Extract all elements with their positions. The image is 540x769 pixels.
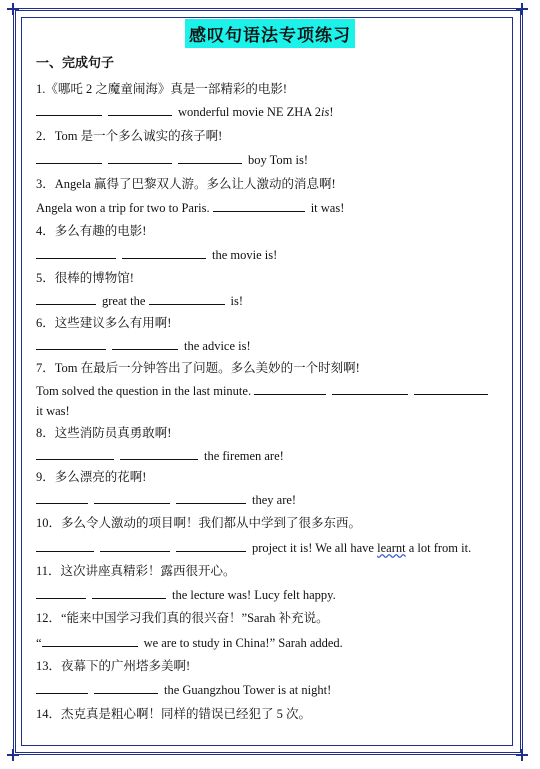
question-10-prompt: 10．多么令人激动的项目啊！我们都从中学到了很多东西。 [36,516,362,530]
corner-mark [516,749,528,761]
question-6-prompt: 6．这些建议多么有用啊! [36,316,172,330]
question-5-prompt: 5．很棒的博物馆! [36,271,134,285]
question-7-prompt: 7．Tom 在最后一分钟答出了问题。多么美妙的一个时刻啊! [36,361,360,375]
answer-blank[interactable] [36,104,102,116]
question-6-answer: the advice is! [36,338,251,354]
question-9-prompt: 9．多么漂亮的花啊! [36,470,147,484]
question-13-prompt: 13．夜幕下的广州塔多美啊! [36,659,191,673]
answer-blank[interactable] [176,492,246,504]
answer-blank[interactable] [120,448,198,460]
answer-blank[interactable] [36,682,88,694]
answer-blank[interactable] [414,383,488,395]
question-3-prompt: 3．Angela 赢得了巴黎双人游。多么让人激动的消息啊! [36,177,336,191]
answer-blank[interactable] [149,293,225,305]
answer-blank[interactable] [108,152,172,164]
answer-blank[interactable] [178,152,242,164]
answer-blank[interactable] [36,293,96,305]
page-title: 感叹句语法专项练习 [185,19,355,48]
question-10-answer: project it is! We all have learnt a lot from it. [36,540,471,556]
answer-blank[interactable] [254,383,326,395]
question-4-prompt: 4．多么有趣的电影! [36,224,147,238]
answer-blank[interactable] [332,383,408,395]
question-4-answer: the movie is! [36,247,277,263]
corner-mark [7,3,19,15]
corner-mark [516,3,528,15]
answer-blank[interactable] [213,200,305,212]
answer-blank[interactable] [36,247,116,259]
question-11-prompt: 11．这次讲座真精彩！露西很开心。 [36,564,236,578]
question-7-answer-end: it was! [36,404,70,418]
question-8-prompt: 8．这些消防员真勇敢啊! [36,426,172,440]
answer-blank[interactable] [36,152,102,164]
question-7-answer: Tom solved the question in the last minute. [36,383,494,399]
answer-blank[interactable] [176,540,246,552]
answer-blank[interactable] [36,338,106,350]
answer-blank[interactable] [108,104,172,116]
question-3-answer: Angela won a trip for two to Paris. it was! [36,201,345,215]
question-1-answer: wonderful movie NE ZHA 2is! [36,104,334,120]
question-12-prompt: 12．“能来中国学习我们真的很兴奋！”Sarah 补充说。 [36,611,329,625]
answer-blank[interactable] [94,682,158,694]
question-2-answer: boy Tom is! [36,152,308,168]
question-5-answer: great the is! [36,293,243,309]
corner-mark [7,749,19,761]
answer-blank[interactable] [112,338,178,350]
question-14-prompt: 14．杰克真是粗心啊！同样的错误已经犯了 5 次。 [36,707,312,721]
question-13-answer: the Guangzhou Tower is at night! [36,682,331,698]
answer-blank[interactable] [94,492,170,504]
answer-blank[interactable] [36,492,88,504]
question-1-prompt: 1.《哪吒 2 之魔童闹海》真是一部精彩的电影! [36,82,288,96]
answer-blank[interactable] [92,587,166,599]
answer-blank[interactable] [42,635,138,647]
question-12-answer: “ we are to study in China!” Sarah added. [36,636,343,650]
question-9-answer: they are! [36,492,296,508]
section-heading: 一、完成句子 [36,55,115,70]
question-2-prompt: 2．Tom 是一个多么诚实的孩子啊! [36,129,223,143]
answer-blank[interactable] [36,448,114,460]
answer-blank[interactable] [100,540,170,552]
question-8-answer: the firemen are! [36,448,284,464]
answer-blank[interactable] [36,540,94,552]
answer-blank[interactable] [122,247,206,259]
answer-blank[interactable] [36,587,86,599]
question-11-answer: the lecture was! Lucy felt happy. [36,587,336,603]
